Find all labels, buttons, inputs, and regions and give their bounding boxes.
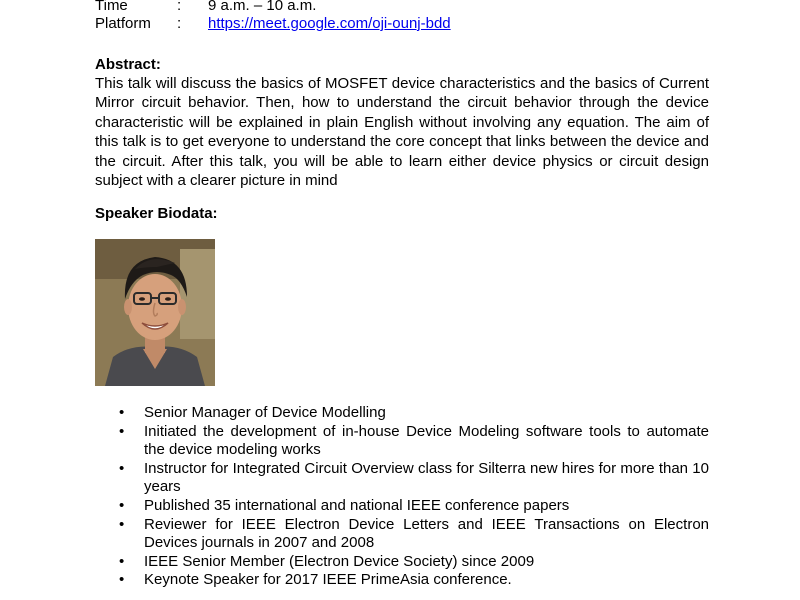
bullet-icon: • — [119, 459, 125, 477]
platform-label: Platform — [95, 15, 151, 32]
bio-list-item — [95, 423, 709, 460]
bullet-icon: • — [119, 552, 125, 570]
bio-item-text: Published 35 international and national IEEE conference papers — [144, 496, 570, 514]
bullet-icon: • — [119, 515, 125, 533]
bio-item-text: Reviewer for IEEE Electron Device Letters and IEEE Transactions on Electron Devices journals in 2007 and 2008 — [144, 515, 709, 552]
bio-item-text: Keynote Speaker for 2017 IEEE PrimeAsia conference. — [144, 571, 512, 589]
bio-item-text: Senior Manager of Device Modelling — [144, 404, 386, 421]
bio-item-text: Instructor for Integrated Circuit Overview class for Silterra new hires for more than 10 years — [144, 459, 709, 496]
time-colon: : — [177, 0, 182, 14]
bio-list-item — [95, 460, 709, 497]
bio-item-text: Initiated the development of in-house Device Modeling software tools to automate the device modeling works — [144, 422, 709, 459]
abstract-heading: Abstract: — [95, 56, 161, 73]
bio-list-item — [95, 571, 709, 590]
bio-list-item — [95, 404, 709, 423]
speaker-photo — [95, 239, 215, 386]
bullet-icon: • — [119, 422, 125, 440]
bio-item-text: IEEE Senior Member (Electron Device Society) since 2009 — [144, 552, 535, 570]
bullet-icon: • — [119, 496, 125, 514]
bio-list-item — [95, 497, 709, 516]
platform-colon: : — [177, 15, 182, 32]
speaker-portrait-illustration — [95, 239, 215, 386]
bio-list-item — [95, 516, 709, 553]
speaker-bio-list — [95, 404, 709, 590]
bullet-icon: • — [119, 404, 125, 421]
bullet-icon: • — [119, 571, 125, 589]
platform-link[interactable]: https://meet.google.com/oji-ounj-bdd — [208, 15, 451, 32]
speaker-biodata-heading: Speaker Biodata: — [95, 205, 218, 222]
time-value: 9 a.m. – 10 a.m. — [208, 0, 317, 14]
bio-list-item — [95, 553, 709, 572]
time-label: Time — [95, 0, 128, 14]
abstract-body: This talk will discuss the basics of MOSFET device characteristics and the basics of Current Mirror circuit behavior. Then, how to understand the circuit behavior through the device characteristic will be explained in plain English without involving any equation. The aim of this talk is to get everyone to understand the core concept that links between the device and the circuit. After this talk, you will be able to learn either device physics or circuit design subject with a clearer picture in mind — [95, 75, 709, 190]
